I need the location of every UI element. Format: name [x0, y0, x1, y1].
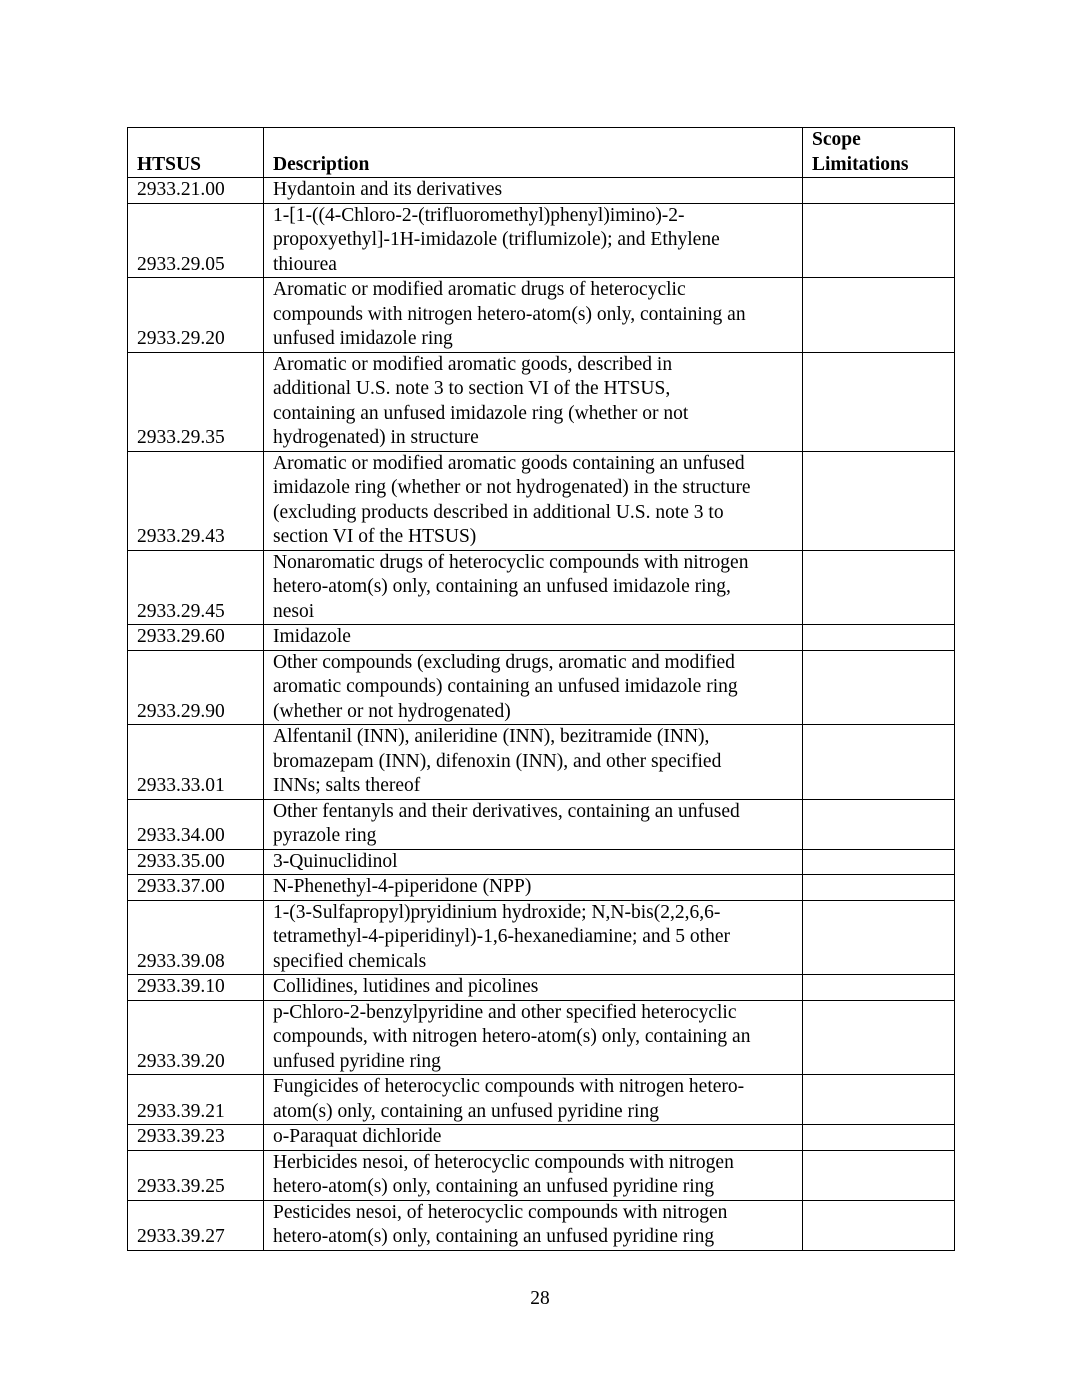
table-row — [128, 203, 955, 278]
htsus-code-cell: 2933.39.08 — [128, 900, 264, 975]
scope-limitations-cell — [803, 352, 955, 451]
scope-limitations-cell — [803, 1125, 955, 1151]
description-cell: 1-(3-Sulfapropyl)pryidinium hydroxide; N,N-bis(2,2,6,6- tetramethyl-4-piperidinyl)-1,6-hexanediamine; and 5 other specified chemicals — [264, 900, 803, 975]
htsus-code-cell: 2933.33.01 — [128, 725, 264, 800]
table-row — [128, 875, 955, 901]
scope-limitations-cell — [803, 849, 955, 875]
description-cell: Aromatic or modified aromatic drugs of heterocyclic compounds with nitrogen hetero-atom(s) only, containing an unfused imidazole ring — [264, 278, 803, 353]
htsus-code-cell: 2933.39.10 — [128, 975, 264, 1001]
htsus-code-cell: 2933.21.00 — [128, 178, 264, 204]
htsus-code-cell: 2933.39.23 — [128, 1125, 264, 1151]
scope-limitations-cell — [803, 725, 955, 800]
table-row — [128, 1200, 955, 1250]
htsus-code-cell: 2933.29.20 — [128, 278, 264, 353]
header-htsus: HTSUS — [128, 128, 264, 178]
header-description: Description — [264, 128, 803, 178]
description-cell: Collidines, lutidines and picolines — [264, 975, 803, 1001]
scope-limitations-cell — [803, 550, 955, 625]
table-row — [128, 799, 955, 849]
scope-limitations-cell — [803, 975, 955, 1001]
page-number: 28 — [530, 1288, 550, 1309]
description-cell: Herbicides nesoi, of heterocyclic compounds with nitrogen hetero-atom(s) only, containing an unfused pyridine ring — [264, 1150, 803, 1200]
description-cell: N-Phenethyl-4-piperidone (NPP) — [264, 875, 803, 901]
table-row — [128, 725, 955, 800]
table-row — [128, 1075, 955, 1125]
table-row — [128, 451, 955, 550]
htsus-code-cell: 2933.29.35 — [128, 352, 264, 451]
scope-limitations-cell — [803, 1075, 955, 1125]
scope-limitations-cell — [803, 875, 955, 901]
table-row — [128, 278, 955, 353]
scope-limitations-cell — [803, 1000, 955, 1075]
scope-limitations-cell — [803, 178, 955, 204]
table-row — [128, 975, 955, 1001]
description-cell: Imidazole — [264, 625, 803, 651]
htsus-code-cell: 2933.39.20 — [128, 1000, 264, 1075]
htsus-table — [127, 127, 955, 1251]
scope-limitations-cell — [803, 900, 955, 975]
table-row — [128, 1000, 955, 1075]
table-row — [128, 1150, 955, 1200]
table-row — [128, 550, 955, 625]
scope-limitations-cell — [803, 1150, 955, 1200]
scope-limitations-cell — [803, 625, 955, 651]
description-cell: Nonaromatic drugs of heterocyclic compounds with nitrogen hetero-atom(s) only, containing an unfused imidazole ring, nesoi — [264, 550, 803, 625]
description-cell: Other fentanyls and their derivatives, containing an unfused pyrazole ring — [264, 799, 803, 849]
htsus-code-cell: 2933.39.21 — [128, 1075, 264, 1125]
table-body — [128, 178, 955, 1251]
description-cell: 1-[1-((4-Chloro-2-(trifluoromethyl)phenyl)imino)-2- propoxyethyl]-1H-imidazole (triflumizole); and Ethylene thiourea — [264, 203, 803, 278]
header-scope-limitations: Scope Limitations — [803, 128, 955, 178]
description-cell: Other compounds (excluding drugs, aromatic and modified aromatic compounds) containing an unfused imidazole ring (whether or not hydrogenated) — [264, 650, 803, 725]
htsus-code-cell: 2933.29.05 — [128, 203, 264, 278]
htsus-code-cell: 2933.29.60 — [128, 625, 264, 651]
htsus-code-cell: 2933.29.45 — [128, 550, 264, 625]
htsus-code-cell: 2933.34.00 — [128, 799, 264, 849]
description-cell: p-Chloro-2-benzylpyridine and other specified heterocyclic compounds, with nitrogen hetero-atom(s) only, containing an unfused pyridine ring — [264, 1000, 803, 1075]
description-cell: Fungicides of heterocyclic compounds with nitrogen hetero- atom(s) only, containing an unfused pyridine ring — [264, 1075, 803, 1125]
table-row — [128, 352, 955, 451]
scope-limitations-cell — [803, 650, 955, 725]
scope-limitations-cell — [803, 451, 955, 550]
table-row — [128, 650, 955, 725]
description-cell: 3-Quinuclidinol — [264, 849, 803, 875]
table-row — [128, 625, 955, 651]
htsus-code-cell: 2933.35.00 — [128, 849, 264, 875]
htsus-code-cell: 2933.29.90 — [128, 650, 264, 725]
table-row — [128, 1125, 955, 1151]
table-row — [128, 849, 955, 875]
table-header-row — [128, 128, 955, 178]
scope-limitations-cell — [803, 278, 955, 353]
htsus-code-cell: 2933.29.43 — [128, 451, 264, 550]
scope-limitations-cell — [803, 1200, 955, 1250]
htsus-code-cell: 2933.37.00 — [128, 875, 264, 901]
table-row — [128, 900, 955, 975]
scope-limitations-cell — [803, 799, 955, 849]
table-row — [128, 178, 955, 204]
scope-limitations-cell — [803, 203, 955, 278]
description-cell: o-Paraquat dichloride — [264, 1125, 803, 1151]
htsus-code-cell: 2933.39.25 — [128, 1150, 264, 1200]
description-cell: Aromatic or modified aromatic goods, described in additional U.S. note 3 to section VI of the HTSUS, containing an unfused imidazole ring (whether or not hydrogenated) in structure — [264, 352, 803, 451]
description-cell: Hydantoin and its derivatives — [264, 178, 803, 204]
description-cell: Alfentanil (INN), anileridine (INN), bezitramide (INN), bromazepam (INN), difenoxin (INN), and other specified INNs; salts thereof — [264, 725, 803, 800]
htsus-code-cell: 2933.39.27 — [128, 1200, 264, 1250]
description-cell: Pesticides nesoi, of heterocyclic compounds with nitrogen hetero-atom(s) only, containing an unfused pyridine ring — [264, 1200, 803, 1250]
description-cell: Aromatic or modified aromatic goods containing an unfused imidazole ring (whether or not hydrogenated) in the structure (excluding products described in additional U.S. note 3 to section VI of the HTSUS) — [264, 451, 803, 550]
